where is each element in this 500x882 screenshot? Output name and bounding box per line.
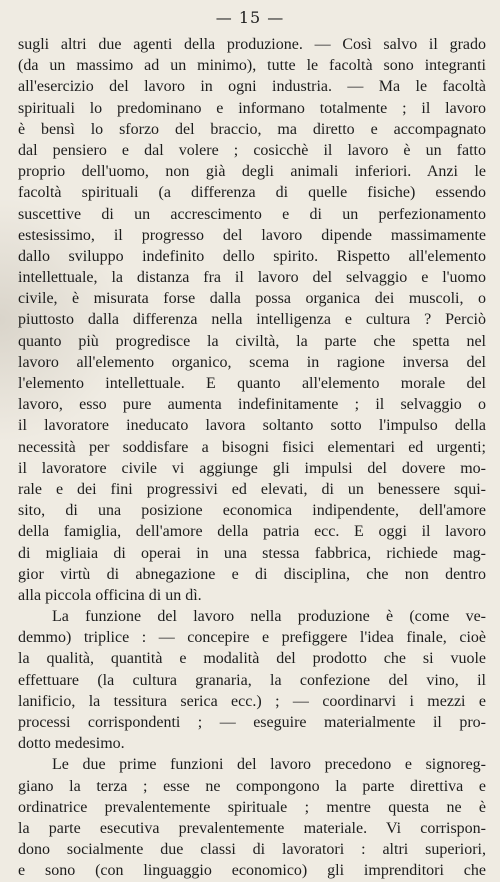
paragraph-3 [18,754,486,881]
text-line: della famiglia, dell'amore della patria ecc. E oggi il lavoro [18,523,486,541]
text-line: è bensì lo sforzo del braccio, ma diretto e accompagnato [18,120,486,138]
text-line: civile, è misurata forse dalla possa organica dei muscoli, o [18,290,486,308]
text-line: gior virtù di abnegazione e di disciplina, che non dentro [18,565,486,583]
text-line: (da un massimo ad un minimo), tutte le facoltà sono integranti [18,57,486,75]
text-line: lavoro, esso pure aumenta indefinitamente ; il selvaggio o [18,396,486,414]
page-number: — 15 — [215,8,285,27]
text-line: alla piccola officina di un dì. [18,586,202,604]
text-line: all'esercizio del lavoro in ogni industria. — Ma le facoltà [18,78,486,96]
text-line: quanto più progredisce la civiltà, la parte che spetta nel [18,332,486,350]
text-line: proprio dell'uomo, non già degli animali inferiori. Anzi le [18,163,486,181]
text-line: sugli altri due agenti della produzione. — Così salvo il grado [18,36,486,53]
text-line: la qualità, quantità e modalità del prodotto che si vuole [18,650,486,668]
text-line: sito, di una posizione economica indipendente, dell'amore [18,502,486,520]
text-line: e sono (con linguaggio economico) gli imprenditori che [18,862,486,880]
text-line: l'elemento intellettuale. E quanto all'elemento morale del [18,375,486,392]
text-line: lavoro all'elemento organico, scema in ragione inversa del [18,353,486,371]
text-line: spirituali lo predominano e informano totalmente ; il lavoro [18,99,486,117]
body-text [18,34,486,882]
text-line: suscettive di un accrescimento e di un perfezionamento [18,205,486,223]
text-line: La funzione del lavoro nella produzione è (come ve- [52,608,486,626]
text-line: facoltà spirituali (a differenza di quelle fisiche) essendo [18,184,486,202]
text-line: ordinatrice prevalentemente spirituale ; mentre questa ne è [18,798,486,816]
text-line: il lavoratore civile vi aggiunge gli impulsi del dovere mo- [18,459,486,477]
text-line: dal pensiero e dal volere ; cosicchè il lavoro è un fatto [18,141,486,159]
text-line: Le due prime funzioni del lavoro precedono e signoreg- [52,756,486,774]
text-line: rale e dei fini progressivi ed elevati, di un benessere squi- [18,480,486,498]
text-line: demmo) triplice : — concepire e prefiggere l'idea finale, cioè [18,629,486,647]
text-line: di migliaia di operai in una stessa fabbrica, richiede mag- [18,544,486,562]
text-line: processi corrispondenti ; — eseguire materialmente il pro- [18,714,486,731]
text-line: necessità per soddisfare a bisogni fisici elementari ed urgenti; [18,438,486,456]
text-line: dono socialmente due classi di lavoratori : altri superiori, [18,841,486,859]
text-line: il lavoratore ineducato lavora soltanto sotto l'impulso della [18,417,486,435]
text-line: giano la terza ; esse ne compongono la parte direttiva e [18,777,486,795]
text-line: effettuare (la cultura granaria, la confezione del vino, il [18,671,486,689]
text-line: dotto medesimo. [18,735,125,753]
text-line: la parte esecutiva prevalentemente materiale. Vi corrispon- [18,819,486,837]
text-line: piuttosto dalla differenza nella intelligenza e cultura ? Perciò [18,311,486,329]
text-line: estesissimo, il progresso del lavoro dipende massimamente [18,226,486,244]
text-line: dallo sviluppo indefinito dello spirito. Rispetto all'elemento [18,247,486,265]
paragraph-2 [18,606,486,754]
text-line: lanificio, la tessitura serica ecc.) ; — coordinarvi i mezzi e [18,692,486,710]
text-line: intellettuale, la distanza fra il lavoro del selvaggio e l'uomo [18,269,486,287]
paragraph-1 [18,34,486,606]
